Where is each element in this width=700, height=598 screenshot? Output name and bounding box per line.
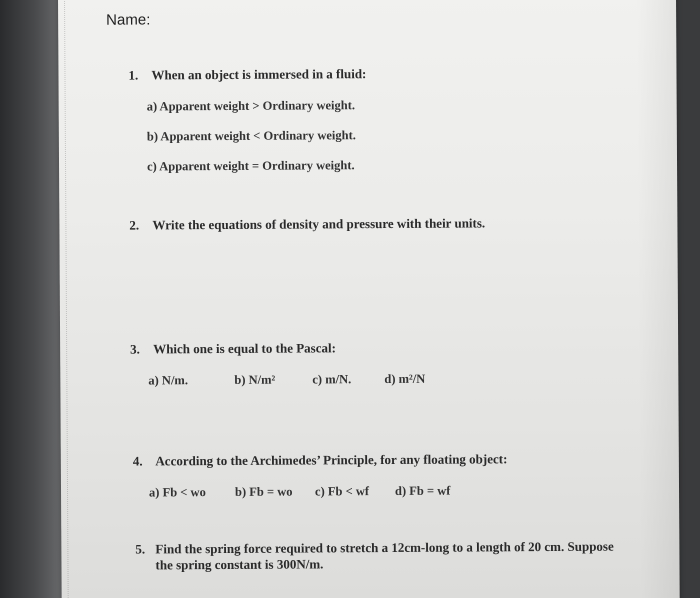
question-4 [133, 451, 508, 469]
question-number: 3. [130, 341, 140, 357]
question-4-option-b: b) Fb = wo [234, 484, 293, 499]
question-2 [129, 215, 485, 233]
question-1-option-a: a) Apparent weight > Ordinary weight. [146, 98, 356, 114]
question-1-option-b: b) Apparent weight < Ordinary weight. [146, 128, 356, 144]
margin-line [64, 0, 70, 598]
question-text: Which one is equal to the Pascal: [153, 340, 336, 357]
question-text: Write the equations of density and pressure with their units. [152, 215, 486, 233]
question-text: Find the spring force required to stretch a 12cm-long to a length of 20 cm. Suppose the spring constant is 300N/m. [155, 538, 614, 573]
background-edge [0, 0, 62, 598]
question-5 [135, 539, 625, 574]
name-label: Name: [106, 11, 151, 29]
question-text: When an object is immersed in a fluid: [151, 66, 367, 83]
question-3-option-c: c) m/N. [312, 372, 352, 387]
question-3 [130, 340, 336, 357]
question-1 [128, 66, 366, 83]
question-4-option-c: c) Fb < wf [314, 484, 370, 499]
question-text: According to the Archimedes’ Principle, for any floating object: [155, 451, 508, 469]
question-number: 2. [129, 217, 140, 233]
worksheet-page [58, 0, 680, 598]
question-3-option-a: a) N/m. [148, 373, 188, 388]
page-shadow [636, 0, 680, 598]
question-4-option-a: a) Fb < wo [148, 485, 206, 500]
question-4-option-d: d) Fb = wf [394, 483, 451, 498]
question-3-option-b: b) N/m² [234, 372, 276, 387]
question-number: 5. [135, 541, 146, 557]
question-1-option-c: c) Apparent weight = Ordinary weight. [147, 158, 355, 174]
question-number: 1. [128, 67, 139, 83]
question-number: 4. [132, 453, 143, 469]
question-3-option-d: d) m²/N [384, 371, 426, 387]
